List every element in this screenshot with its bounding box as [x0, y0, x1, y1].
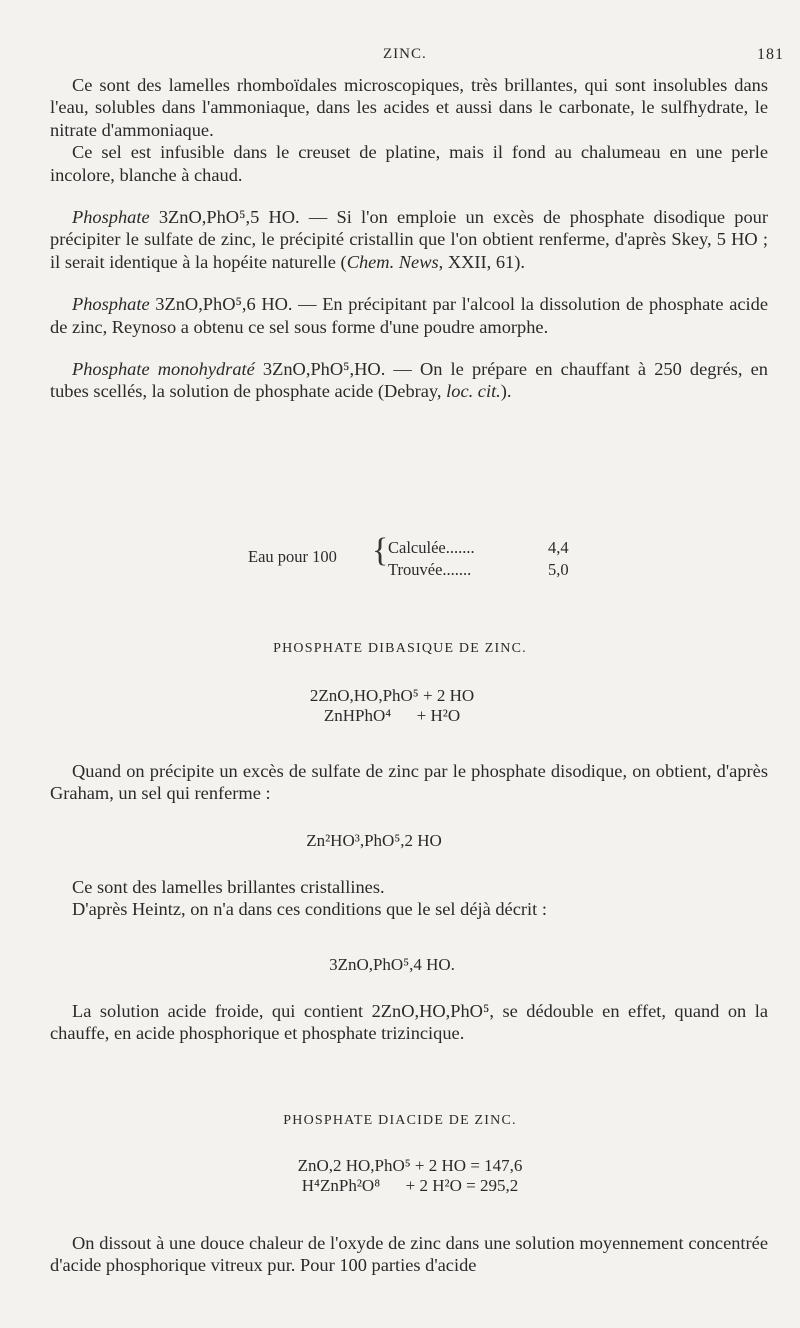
phosphate-6ho-text: 3ZnO,PhO⁵,6 HO. — En précipitant par l'alcool la dissolution de phosphate acide de zinc, Reynoso a obtenu ce sel sous forme d'une poudre amorphe.	[50, 294, 768, 337]
paragraph-infusible: Ce sel est infusible dans le creuset de platine, mais il fond au chalumeau en une perle incolore, blanche à chaud.	[50, 142, 768, 185]
phosphate-5ho-ref: Chem. News	[346, 251, 439, 272]
brace-glyph: {	[372, 532, 389, 569]
text-block-1	[50, 74, 768, 403]
phosphate-6ho-title: Phosphate	[72, 294, 150, 315]
row-calculee-value: 4,4	[548, 538, 569, 557]
paragraph-lamelles-brillantes: Ce sont des lamelles brillantes cristallines.	[72, 877, 385, 897]
paragraph-graham: Quand on précipite un excès de sulfate de zinc par le phosphate disodique, on obtient, d'après Graham, un sel qui renferme :	[50, 761, 768, 804]
text-block-3	[50, 876, 768, 921]
water-label: Eau pour 100	[248, 547, 337, 566]
formula-dibasique	[0, 686, 792, 726]
phosphate-5ho-title: Phosphate	[72, 207, 150, 228]
phosphate-5ho-end: , XXII, 61).	[438, 251, 525, 272]
formula-diacide	[10, 1156, 800, 1196]
section-heading-dibasique: PHOSPHATE DIBASIQUE DE ZINC.	[273, 641, 527, 656]
paragraph-lamelles: Ce sont des lamelles rhomboïdales microscopiques, très brillantes, qui sont insolubles dans l'eau, solubles dans l'ammoniaque, dans les acides et aussi dans le carbonate, le sulfhydrate, le nitrate d'ammoniaque.	[50, 75, 768, 140]
paragraph-solution-acide: La solution acide froide, qui contient 2ZnO,HO,PhO⁵, se dédouble en effet, quand on la chauffe, en acide phosphorique et phosphate trizincique.	[50, 1001, 768, 1044]
row-trouvee-value: 5,0	[548, 560, 569, 579]
paragraph-phosphate-monohydrate	[50, 358, 768, 403]
monohydrate-text: 3ZnO,PhO⁵,HO. — On le prépare en chauffant à 250 degrés, en tubes scellés, la solution de phosphate acide (Debray,	[50, 359, 768, 402]
formula-diacide-line-1: ZnO,2 HO,PhO⁵ + 2 HO = 147,6	[297, 1156, 523, 1175]
paragraph-phosphate-6ho	[50, 293, 768, 338]
row-calculee-label: Calculée.......	[388, 538, 475, 557]
formula-dibasique-line-1: 2ZnO,HO,PhO⁵ + 2 HO	[309, 686, 475, 705]
phosphate-5ho-text: 3ZnO,PhO⁵,5 HO. — Si l'on emploie un excès de phosphate disodique pour précipiter le sulfate de zinc, le précipité cristallin que l'on obtient renferme, d'après Skey, 5 HO ; il serait identique à la hopéite naturelle (	[50, 207, 768, 272]
formula-heintz: 3ZnO,PhO⁵,4 HO.	[329, 955, 455, 974]
section-heading-diacide: PHOSPHATE DIACIDE DE ZINC.	[283, 1113, 517, 1128]
text-block-4	[50, 1000, 768, 1045]
paragraph-heintz: D'après Heintz, on n'a dans ces conditions que le sel déjà décrit :	[72, 899, 547, 920]
monohydrate-end: ).	[500, 381, 512, 402]
paragraph-oxyde-zinc: On dissout à une douce chaleur de l'oxyde de zinc dans une solution moyennement concentrée d'acide phosphorique vitreux pur. Pour 100 parties d'acide	[50, 1233, 768, 1276]
monohydrate-title: Phosphate monohydraté	[72, 359, 255, 380]
monohydrate-ref: loc. cit.	[446, 381, 501, 402]
formula-graham: Zn²HO³,PhO⁵,2 HO	[306, 831, 442, 850]
formula-diacide-line-2: H⁴ZnPh²O⁸ + 2 H²O = 295,2	[301, 1176, 519, 1195]
formula-dibasique-line-2: ZnHPhO⁴ + H²O	[323, 706, 461, 725]
row-trouvee-label: Trouvée.......	[388, 560, 472, 579]
text-block-2	[50, 760, 768, 805]
running-title: ZINC.	[383, 46, 427, 62]
paragraph-phosphate-5ho	[50, 206, 768, 273]
text-block-5	[50, 1232, 768, 1277]
page-number: 181	[757, 46, 784, 63]
